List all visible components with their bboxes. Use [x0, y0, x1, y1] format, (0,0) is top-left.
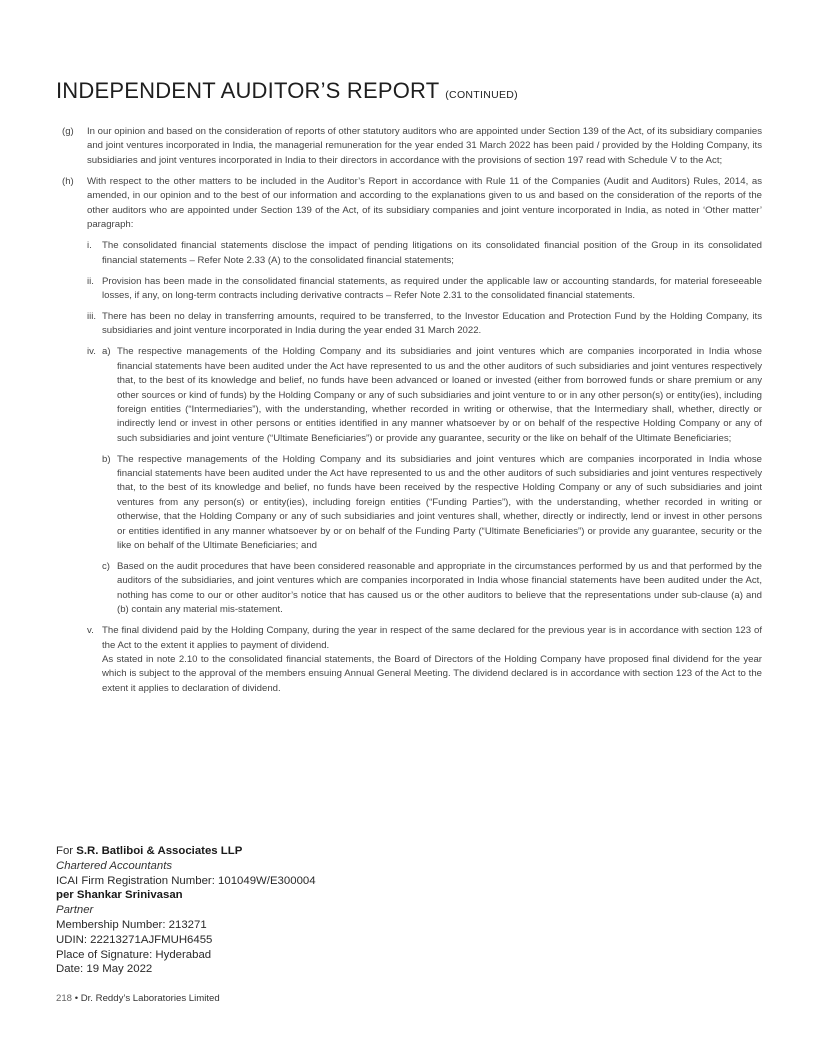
- subclause-marker: v.: [87, 625, 94, 637]
- page-title: [56, 78, 518, 104]
- signature-block: [56, 844, 316, 977]
- firm-name: S.R. Batliboi & Associates LLP: [76, 845, 243, 857]
- letter-marker: c): [102, 560, 110, 572]
- report-title: INDEPENDENT AUDITOR’S REPORT: [56, 78, 439, 103]
- subclause-v: [87, 624, 762, 696]
- partner-role: Partner: [56, 904, 94, 917]
- subclause-text: There has been no delay in transferring amounts, required to be transferred, to the Investor Education and Protection Fund by the Holding Company, its subsidiaries and joint venture incorporated in India during the year ended 31 March 2022.: [102, 310, 762, 337]
- clause-marker: (h): [62, 175, 74, 187]
- report-subtitle: (CONTINUED): [445, 89, 518, 101]
- letter-text: Based on the audit procedures that have been considered reasonable and appropriate in the circumstances performed by us and that performed by the auditors of the subsidiaries, and joint ventures which are companies incorporated in India whose financial statements have been audited under the Act, nothing has come to our or other auditor’s notice that has caused us or the other auditors to believe that the representations under sub-clause (a) and (b) contain any material mis-statement.: [117, 560, 762, 616]
- letter-marker: b): [102, 453, 111, 465]
- subclause-i: [87, 239, 762, 268]
- report-body: [62, 125, 762, 709]
- subclause-marker: ii.: [87, 275, 94, 287]
- subclause-text: The final dividend paid by the Holding Company, during the year in respect of the same declared for the previous year is in accordance with section 123 of the Act to the extent it applies to payment of dividend.: [102, 625, 762, 651]
- subclause-iii: [87, 310, 762, 339]
- clause-h: [62, 175, 762, 703]
- company-name: Dr. Reddy’s Laboratories Limited: [80, 993, 220, 1004]
- subclause-iv: [87, 345, 762, 617]
- subclause-marker: i.: [87, 240, 92, 252]
- for-prefix: For: [56, 845, 77, 857]
- firm-type: Chartered Accountants: [56, 859, 173, 872]
- letter-text: The respective managements of the Holding Company and its subsidiaries and joint ventures which are companies incorporated in India whose financial statements have been audited under the Act have represented to us and the other auditors of such subsidiaries and joint ventures respectively that, to the best of its knowledge and belief, no funds have been advanced or loaned or invested (either from borrowed funds or share premium or any other sources or kind of funds) by the Holding Company or any of such subsidiaries and joint venture to or in any other person(s) or entity(ies), including foreign entities (“Intermediaries”), with the understanding, whether recorded in writing or otherwise, that the Intermediary shall, whether, directly or indirectly lend or invest in other persons or entities identified in any manner whatsoever by or on behalf of the respective Holding Company or any of such subsidiaries and joint venture (“Ultimate Beneficiaries”) or provide any guarantee, security or the like on behalf of the Ultimate Beneficiaries;: [117, 346, 762, 444]
- place-of-signature: Place of Signature: Hyderabad: [56, 948, 212, 961]
- page-footer: [56, 993, 220, 1004]
- registration-number: ICAI Firm Registration Number: 101049W/E300004: [56, 874, 316, 887]
- bullet-separator-icon: •: [74, 993, 79, 1004]
- subclause-iv-c: [102, 560, 762, 618]
- subclause-ii: [87, 275, 762, 304]
- membership-number: Membership Number: 213271: [56, 918, 207, 931]
- subclause-text: The consolidated financial statements disclose the impact of pending litigations on its consolidated financial position of the Group in its consolidated financial statements – Refer Note 2.33 (A) to the consolidated financial statements;: [102, 240, 762, 266]
- subclause-text: Provision has been made in the consolidated financial statements, as required under the applicable law or accounting standards, for material foreseeable losses, if any, on long-term contracts including derivative contracts – Refer Note 2.31 to the consolidated financial statements.: [102, 275, 762, 302]
- subclause-text-2: As stated in note 2.10 to the consolidated financial statements, the Board of Directors of the Holding Company have proposed final dividend for the year which is subject to the approval of the members ensuing Annual General Meeting. The dividend declared is in accordance with section 123 of the Act to the extent it applies to declaration of dividend.: [102, 653, 762, 694]
- letter-text: The respective managements of the Holding Company and its subsidiaries and joint ventures which are companies incorporated in India whose financial statements have been audited under the Act have represented to us and the other auditors of such subsidiaries and joint ventures respectively that, to the best of its knowledge and belief, no funds have been received by the respective Holding Company or any of such subsidiaries and joint ventures from any person(s) or entity(ies), including foreign entities (“Funding Parties”), with the understanding, whether recorded in writing or otherwise, that the Holding Company or any of such subsidiaries and joint ventures shall, whether, directly or indirectly, lend or invest in other persons or entities identified in any manner whatsoever by or on behalf of the Funding Party (“Ultimate Beneficiaries”) or provide any guarantee, security or the like on behalf of the Ultimate Beneficiaries; and: [117, 453, 762, 552]
- partner-name: per Shankar Srinivasan: [56, 889, 183, 902]
- firm-line: [56, 844, 316, 859]
- clause-marker: (g): [62, 126, 74, 137]
- subclause-marker: iv.: [87, 346, 96, 358]
- subclause-iv-b: [102, 453, 762, 554]
- subclause-iv-a: [102, 345, 762, 446]
- clause-text: With respect to the other matters to be included in the Auditor’s Report in accordance with Rule 11 of the Companies (Audit and Auditors) Rules, 2014, as amended, in our opinion and to the best of our information and according to the explanations given to us and based on the consideration of the reports of the other auditors who are appointed under Section 139 of the Act, of its subsidiary companies and joint venture incorporated in India, as noted in ‘Other matter’ paragraph:: [87, 175, 762, 230]
- clause-text: In our opinion and based on the consideration of reports of other statutory auditors who are appointed under Section 139 of the Act, of its subsidiary companies and joint ventures incorporated in India, the managerial remuneration for the year ended 31 March 2022 has been paid / provided by the Holding Company, its subsidiaries and joint ventures incorporated in India to their directors in accordance with the provisions of section 197 read with Schedule V to the Act;: [87, 126, 762, 166]
- subclause-marker: iii.: [87, 310, 97, 322]
- clause-g: [62, 125, 762, 168]
- letter-marker: a): [102, 346, 111, 358]
- udin: UDIN: 22213271AJFMUH6455: [56, 933, 213, 946]
- signature-date: Date: 19 May 2022: [56, 963, 153, 976]
- page-number: 218: [56, 993, 73, 1004]
